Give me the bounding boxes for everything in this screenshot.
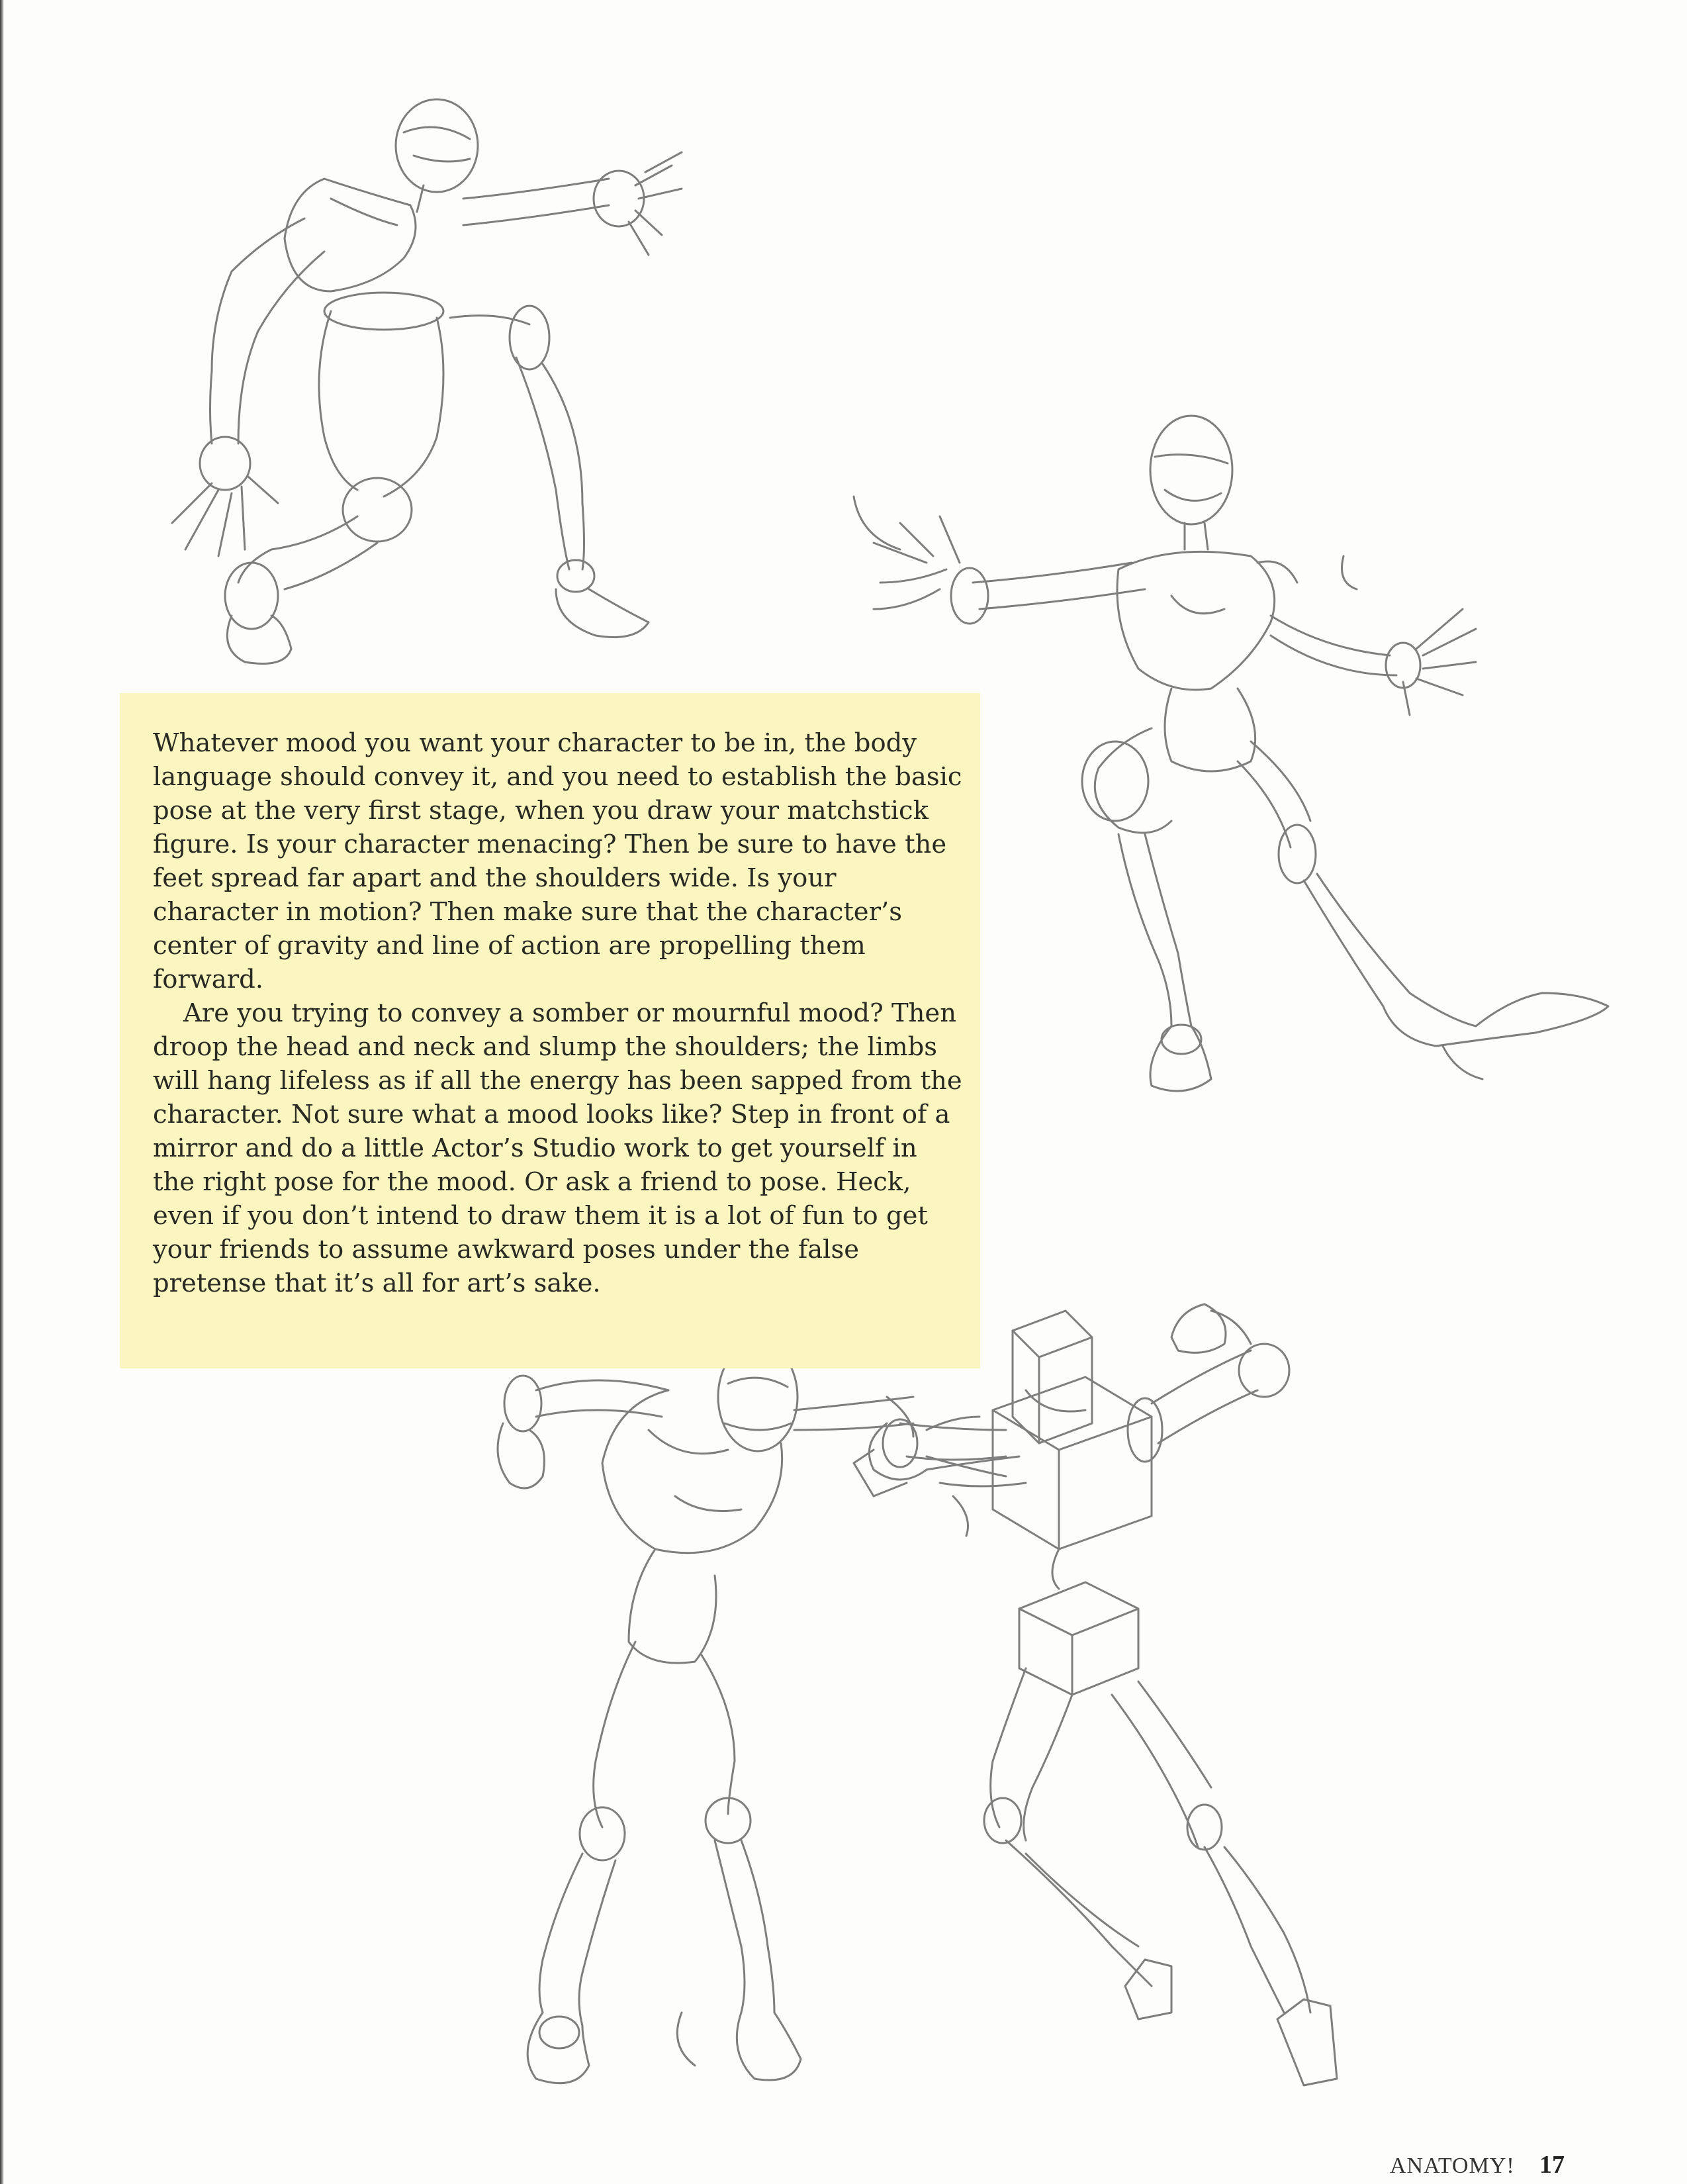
page-spine-shadow	[0, 0, 4, 2184]
body-paragraph-1: Whatever mood you want your character to be in, the body language should convey it, and you need to establish the basic pose at the very first stage, when you draw your matchstick figure. Is your character menacing? Then be sure to have the feet spread far apart and the shoulders wide. Is your character in motion? Then make sure that the character’s center of gravity and line of action are propelling them forward.	[153, 728, 962, 994]
sketch-fighting-figures	[450, 1298, 1482, 2152]
body-paragraph-2: Are you trying to convey a somber or mournful mood? Then droop the head and neck and slump the shoulders; the limbs will hang lifeless as if all the energy has been sapped from the character. Not sure what a mood looks like? Step in front of a mirror and do a little Actor’s Studio work to get yourself in the right pose for the mood. Or ask a friend to pose. Heck, even if you don’t intend to draw them it is a lot of fun to get your friends to assume awkward poses under the false pretense that it’s all for art’s sake.	[153, 998, 962, 1298]
sketch-crouching-figure	[159, 93, 728, 669]
running-footer-section: ANATOMY!	[1390, 2154, 1515, 2178]
body-text-box	[120, 693, 980, 1368]
page-number: 17	[1539, 2151, 1565, 2179]
